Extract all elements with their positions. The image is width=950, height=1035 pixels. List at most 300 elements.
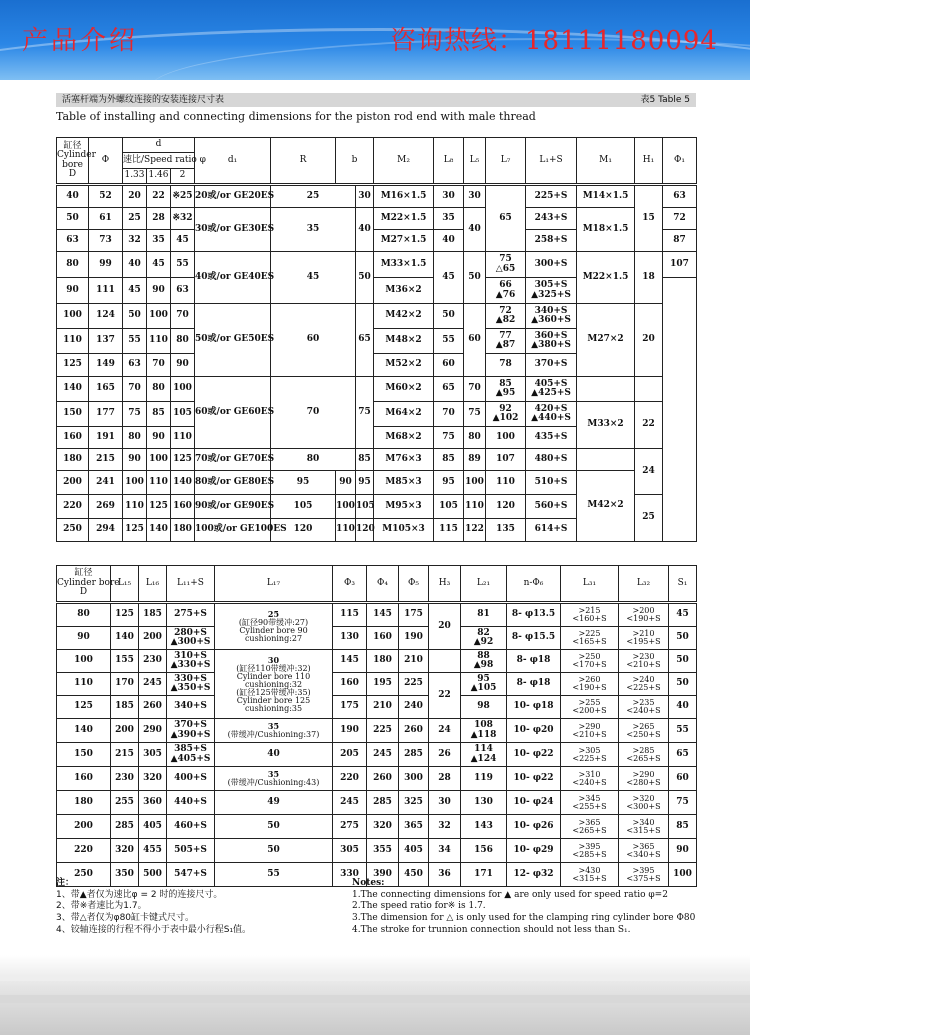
cell: 275 — [333, 815, 367, 839]
cell: 220 — [57, 495, 89, 519]
cell: 80 — [147, 377, 171, 402]
cell: 82 ▲92 — [461, 627, 507, 650]
cell: 77 ▲87 — [486, 329, 526, 354]
cell: 614+S — [526, 519, 577, 542]
cell: 560+S — [526, 495, 577, 519]
cell: 63 — [123, 354, 147, 377]
table-header-bar — [56, 93, 696, 107]
cell: 107 — [663, 252, 697, 278]
cell: 190 — [399, 627, 429, 650]
cell: 440+S — [167, 791, 215, 815]
cell: >230 <210+S — [619, 650, 669, 673]
col-phi3-header: Φ₃ — [333, 566, 367, 602]
col-bore-header: 缸径 Cylinder bore D — [57, 138, 89, 184]
cell: 15 — [635, 186, 663, 252]
cell: >265 <250+S — [619, 719, 669, 743]
cell: 547+S — [167, 863, 215, 887]
cell: 10- φ22 — [507, 767, 561, 791]
cell: >250 <170+S — [561, 650, 619, 673]
footer-stripe — [0, 995, 750, 1003]
cell: 111 — [89, 278, 123, 304]
cell: 45 — [171, 230, 195, 252]
cell: 10- φ22 — [507, 743, 561, 767]
cell: 145 — [333, 650, 367, 673]
cell: 40 — [464, 208, 486, 252]
cell: 89 — [464, 449, 486, 471]
cell: 98 — [461, 696, 507, 719]
cell: 90 — [669, 839, 697, 863]
cell: 90 — [57, 627, 111, 650]
col-l8-header: L₈ — [434, 138, 464, 184]
note-item: 2.The speed ratio for※ is 1.7. — [352, 901, 486, 912]
cell: 110 — [336, 519, 356, 542]
cell: 115 — [434, 519, 464, 542]
cell: 320 — [367, 815, 399, 839]
cell: M27×1.5 — [374, 230, 434, 252]
cell: 370+S — [526, 354, 577, 377]
cell: >285 <265+S — [619, 743, 669, 767]
cell: 30 — [464, 186, 486, 208]
cell: 305 — [333, 839, 367, 863]
cell: 100 — [669, 863, 697, 887]
col-m1-header: M₁ — [577, 138, 635, 184]
cell: 195 — [367, 673, 399, 696]
cell: 66 ▲76 — [486, 278, 526, 304]
cell: 10- φ26 — [507, 815, 561, 839]
cell: 258+S — [526, 230, 577, 252]
cell: M16×1.5 — [374, 186, 434, 208]
cell: 140 — [147, 519, 171, 542]
cell: 40 — [434, 230, 464, 252]
cell: 105 — [171, 402, 195, 427]
cell: 30 — [429, 791, 461, 815]
cell: 65 — [669, 743, 697, 767]
cell: >255 <200+S — [561, 696, 619, 719]
cell: 110 — [123, 495, 147, 519]
cell: 25 — [635, 495, 663, 542]
col-l32-header: L₃₂ — [619, 566, 669, 602]
cell: 22 — [635, 402, 663, 449]
cell: 55 — [434, 329, 464, 354]
cell: M85×3 — [374, 471, 434, 495]
cell: 185 — [111, 696, 139, 719]
cell: 100 — [147, 449, 171, 471]
cell: 85 — [434, 449, 464, 471]
cell: 60 — [669, 767, 697, 791]
cell: 320 — [111, 839, 139, 863]
col-nphi6-header: n-Φ₆ — [507, 566, 561, 602]
cell: 480+S — [526, 449, 577, 471]
cell: 119 — [461, 767, 507, 791]
cell: M42×2 — [577, 471, 635, 542]
cell: 190 — [333, 719, 367, 743]
cell: 170 — [111, 673, 139, 696]
cell: 100 — [486, 427, 526, 449]
cell: 350 — [111, 863, 139, 887]
notes-chinese — [56, 878, 251, 936]
col-l15-header: L₁₅ — [111, 566, 139, 602]
col-d1-header: d₁ — [195, 138, 271, 184]
cell: >365 <340+S — [619, 839, 669, 863]
cell: 63 — [171, 278, 195, 304]
speed-ratio-header: 速比/Speed ratio φ — [123, 153, 195, 169]
cell: 60 — [434, 354, 464, 377]
cell: 405 — [399, 839, 429, 863]
cell: 180 — [367, 650, 399, 673]
cell: 269 — [89, 495, 123, 519]
banner-title: 产品介绍 — [22, 26, 139, 56]
cell: M105×3 — [374, 519, 434, 542]
cell: 125 — [123, 519, 147, 542]
cell: 160 — [57, 427, 89, 449]
ratio-133: 1.33 — [123, 169, 147, 184]
cell: 40 — [123, 252, 147, 278]
cell: 40 — [356, 208, 374, 252]
cell: 10- φ24 — [507, 791, 561, 815]
cell: 124 — [89, 304, 123, 329]
cell: 215 — [89, 449, 123, 471]
col-h1-header: H₁ — [635, 138, 663, 184]
cell: 65 — [486, 186, 526, 252]
col-l1s-header: L₁+S — [526, 138, 577, 184]
cell: 245 — [333, 791, 367, 815]
cell: M68×2 — [374, 427, 434, 449]
cell: 330+S ▲350+S — [167, 673, 215, 696]
cell: 125 — [57, 696, 111, 719]
cell: 340+S — [167, 696, 215, 719]
cell: 255 — [111, 791, 139, 815]
dimension-table-2 — [56, 565, 697, 887]
notes-english — [352, 878, 695, 936]
cell: >430 <315+S — [561, 863, 619, 887]
cell: 22 — [429, 673, 461, 719]
cell: 50 — [215, 815, 333, 839]
cell: 73 — [89, 230, 123, 252]
cell: 390 — [367, 863, 399, 887]
cell: 78 — [486, 354, 526, 377]
col-l11s-header: L₁₁+S — [167, 566, 215, 602]
cell: 45 — [123, 278, 147, 304]
cell: 230 — [111, 767, 139, 791]
cell: >365 <265+S — [561, 815, 619, 839]
cell: 325 — [399, 791, 429, 815]
cell: 260 — [139, 696, 167, 719]
cell: 245 — [139, 673, 167, 696]
cell: 70 — [434, 402, 464, 427]
cell: 52 — [89, 186, 123, 208]
col-s1-header: S₁ — [669, 566, 697, 602]
cell: 45 — [434, 252, 464, 304]
cell: 70或/or GE70ES — [195, 449, 271, 471]
cell: 225+S — [526, 186, 577, 208]
cell: 25 — [271, 186, 356, 208]
cell: 30 — [434, 186, 464, 208]
cell: 20 — [635, 304, 663, 377]
cell: 55 — [123, 329, 147, 354]
cell: 80或/or GE80ES — [195, 471, 271, 495]
cell: 210 — [399, 650, 429, 673]
cell: 70 — [271, 377, 356, 449]
cell: 310+S ▲330+S — [167, 650, 215, 673]
cell: 40 — [57, 186, 89, 208]
cell: 40或/or GE40ES — [195, 252, 271, 304]
cell: 156 — [461, 839, 507, 863]
cell: M64×2 — [374, 402, 434, 427]
cell: 95 — [356, 471, 374, 495]
cell: 50 — [669, 673, 697, 696]
cell: >240 <225+S — [619, 673, 669, 696]
cell: 10- φ18 — [507, 696, 561, 719]
cell — [635, 377, 663, 402]
cell: 70 — [171, 304, 195, 329]
cell: 340+S ▲360+S — [526, 304, 577, 329]
hotline-text: 咨询热线：18111180094 — [390, 26, 718, 56]
cell: 61 — [89, 208, 123, 230]
cell: M14×1.5 — [577, 186, 635, 208]
cell: >345 <255+S — [561, 791, 619, 815]
cell: 95 — [434, 471, 464, 495]
cell: 140 — [57, 377, 89, 402]
cell: 140 — [111, 627, 139, 650]
cell: M22×1.5 — [374, 208, 434, 230]
cell: 220 — [333, 767, 367, 791]
cell: 100 — [57, 304, 89, 329]
cell: 8- φ13.5 — [507, 604, 561, 627]
ratio-146: 1.46 — [147, 169, 171, 184]
cell: 10- φ20 — [507, 719, 561, 743]
cell: 22 — [147, 186, 171, 208]
cell: 243+S — [526, 208, 577, 230]
cell: 125 — [111, 604, 139, 627]
cell: 149 — [89, 354, 123, 377]
cell: 160 — [171, 495, 195, 519]
col-phi4-header: Φ₄ — [367, 566, 399, 602]
cell: 8- φ18 — [507, 650, 561, 673]
cell: 88 ▲98 — [461, 650, 507, 673]
cell: 120 — [486, 495, 526, 519]
cell: 80 — [171, 329, 195, 354]
cell: >235 <240+S — [619, 696, 669, 719]
cell: >290 <280+S — [619, 767, 669, 791]
cell: 70 — [464, 377, 486, 402]
cell: 80 — [57, 252, 89, 278]
cell: >290 <210+S — [561, 719, 619, 743]
cell: 180 — [57, 791, 111, 815]
cell: 200 — [111, 719, 139, 743]
cell: 175 — [333, 696, 367, 719]
cell — [577, 449, 635, 471]
cell: 245 — [367, 743, 399, 767]
cell: 75 — [464, 402, 486, 427]
cell: M52×2 — [374, 354, 434, 377]
cell: 35 — [434, 208, 464, 230]
cell: 50 — [434, 304, 464, 329]
cell: 360 — [139, 791, 167, 815]
cell: 32 — [123, 230, 147, 252]
cell: >395 <375+S — [619, 863, 669, 887]
cell: 45 — [147, 252, 171, 278]
cell: 120 — [271, 519, 336, 542]
col-bore-header: 缸径 Cylinder bore D — [57, 566, 111, 602]
cell: 50 — [123, 304, 147, 329]
cell: 50 — [356, 252, 374, 304]
cell: 35 — [147, 230, 171, 252]
table-en-title: Table of installing and connecting dimensions for the piston rod end with male thread — [56, 110, 536, 123]
col-b-header: b — [336, 138, 374, 184]
cell: 24 — [635, 449, 663, 495]
cell: 85 ▲95 — [486, 377, 526, 402]
cell: 435+S — [526, 427, 577, 449]
cell: 18 — [635, 252, 663, 304]
cell: 290 — [139, 719, 167, 743]
cell: 75 — [669, 791, 697, 815]
cell: 110 — [57, 673, 111, 696]
cell: 72 — [663, 208, 697, 230]
cell: ※32 — [171, 208, 195, 230]
cell: 100 — [57, 650, 111, 673]
cell: >225 <165+S — [561, 627, 619, 650]
cell: 110 — [147, 471, 171, 495]
cell: 92 ▲102 — [486, 402, 526, 427]
cell: M76×3 — [374, 449, 434, 471]
cell: >340 <315+S — [619, 815, 669, 839]
cell: 63 — [663, 186, 697, 208]
cell: 105 — [271, 495, 336, 519]
cell: 160 — [367, 627, 399, 650]
cell: 34 — [429, 839, 461, 863]
cell: 355 — [367, 839, 399, 863]
notes-title: 注： — [56, 878, 75, 888]
cell: 130 — [461, 791, 507, 815]
cell: 177 — [89, 402, 123, 427]
cell: 143 — [461, 815, 507, 839]
cell: M36×2 — [374, 278, 434, 304]
cell: 85 — [147, 402, 171, 427]
cell — [663, 278, 697, 542]
footer-stripe — [0, 975, 750, 981]
cell: 305+S ▲325+S — [526, 278, 577, 304]
cell: 294 — [89, 519, 123, 542]
cell: 80 — [464, 427, 486, 449]
cell: 135 — [486, 519, 526, 542]
cell: >200 <190+S — [619, 604, 669, 627]
cell: 20或/or GE20ES — [195, 186, 271, 208]
cell: 225 — [367, 719, 399, 743]
cell: 260 — [367, 767, 399, 791]
cell: 99 — [89, 252, 123, 278]
cell: 180 — [57, 449, 89, 471]
cell: 35 (带缓冲/Cushioning:43) — [215, 767, 333, 791]
cell: 30 (缸径110带缓冲:32) Cylinder bore 110 cushioning:32 (缸径125带缓冲:35) Cylinder bore 125 cushioning:35 — [215, 650, 333, 719]
cell: 70 — [147, 354, 171, 377]
cell: 90 — [123, 449, 147, 471]
cell: 110 — [464, 495, 486, 519]
cell: 12- φ32 — [507, 863, 561, 887]
cell: >260 <190+S — [561, 673, 619, 696]
note-item: 3.The dimension for △ is only used for the clamping ring cylinder bore Φ80 — [352, 913, 696, 924]
col-phi1-header: Φ₁ — [663, 138, 697, 184]
cell: 40 — [669, 696, 697, 719]
cell: 26 — [429, 743, 461, 767]
cell: 200 — [57, 815, 111, 839]
cell: 405+S ▲425+S — [526, 377, 577, 402]
cell: 150 — [57, 402, 89, 427]
cell: 205 — [333, 743, 367, 767]
cell: 305 — [139, 743, 167, 767]
cell: 275+S — [167, 604, 215, 627]
cell: 25 — [123, 208, 147, 230]
cell: 125 — [147, 495, 171, 519]
cell: 230 — [139, 650, 167, 673]
cell: 55 — [669, 719, 697, 743]
cell: 160 — [57, 767, 111, 791]
col-m2-header: M₂ — [374, 138, 434, 184]
cell: 125 — [57, 354, 89, 377]
cell: 385+S ▲405+S — [167, 743, 215, 767]
cell: 160 — [333, 673, 367, 696]
cell: M22×1.5 — [577, 252, 635, 304]
cell: 75 — [356, 377, 374, 449]
cell: >310 <240+S — [561, 767, 619, 791]
cell: 200 — [139, 627, 167, 650]
cell: 90 — [57, 278, 89, 304]
cell: 405 — [139, 815, 167, 839]
cell: 455 — [139, 839, 167, 863]
cell: M48×2 — [374, 329, 434, 354]
cell: 225 — [399, 673, 429, 696]
cell: 100或/or GE100ES — [195, 519, 271, 542]
cell: M27×2 — [577, 304, 635, 377]
cell: 241 — [89, 471, 123, 495]
cell: M60×2 — [374, 377, 434, 402]
cell: 49 — [215, 791, 333, 815]
cell: 35 (带缓冲/Cushioning:37) — [215, 719, 333, 743]
cell: 137 — [89, 329, 123, 354]
cell: M33×1.5 — [374, 252, 434, 278]
cell: 90 — [171, 354, 195, 377]
cell: 45 — [271, 252, 356, 304]
col-h3-header: H₃ — [429, 566, 461, 602]
cell: 55 — [215, 863, 333, 887]
dimension-table-1 — [56, 137, 697, 542]
cell: M95×3 — [374, 495, 434, 519]
cell: 108 ▲118 — [461, 719, 507, 743]
cell: 300 — [399, 767, 429, 791]
cell: 28 — [429, 767, 461, 791]
cell: 500 — [139, 863, 167, 887]
cell: 30 — [356, 186, 374, 208]
cell: 400+S — [167, 767, 215, 791]
cell: 32 — [429, 815, 461, 839]
cell: 80 — [123, 427, 147, 449]
notes-title: Notes: — [352, 878, 385, 888]
col-d-header: d — [123, 138, 195, 153]
cell: 145 — [367, 604, 399, 627]
cell: 50 — [669, 650, 697, 673]
cell: 80 — [271, 449, 356, 471]
cell: 65 — [356, 304, 374, 377]
cell: 200 — [57, 471, 89, 495]
cell: 45 — [669, 604, 697, 627]
cell: 360+S ▲380+S — [526, 329, 577, 354]
cell — [577, 377, 635, 402]
cell: 72 ▲82 — [486, 304, 526, 329]
cell: >320 <300+S — [619, 791, 669, 815]
cell: 85 — [669, 815, 697, 839]
cell: 24 — [429, 719, 461, 743]
cell: 60 — [271, 304, 356, 377]
cell: 320 — [139, 767, 167, 791]
